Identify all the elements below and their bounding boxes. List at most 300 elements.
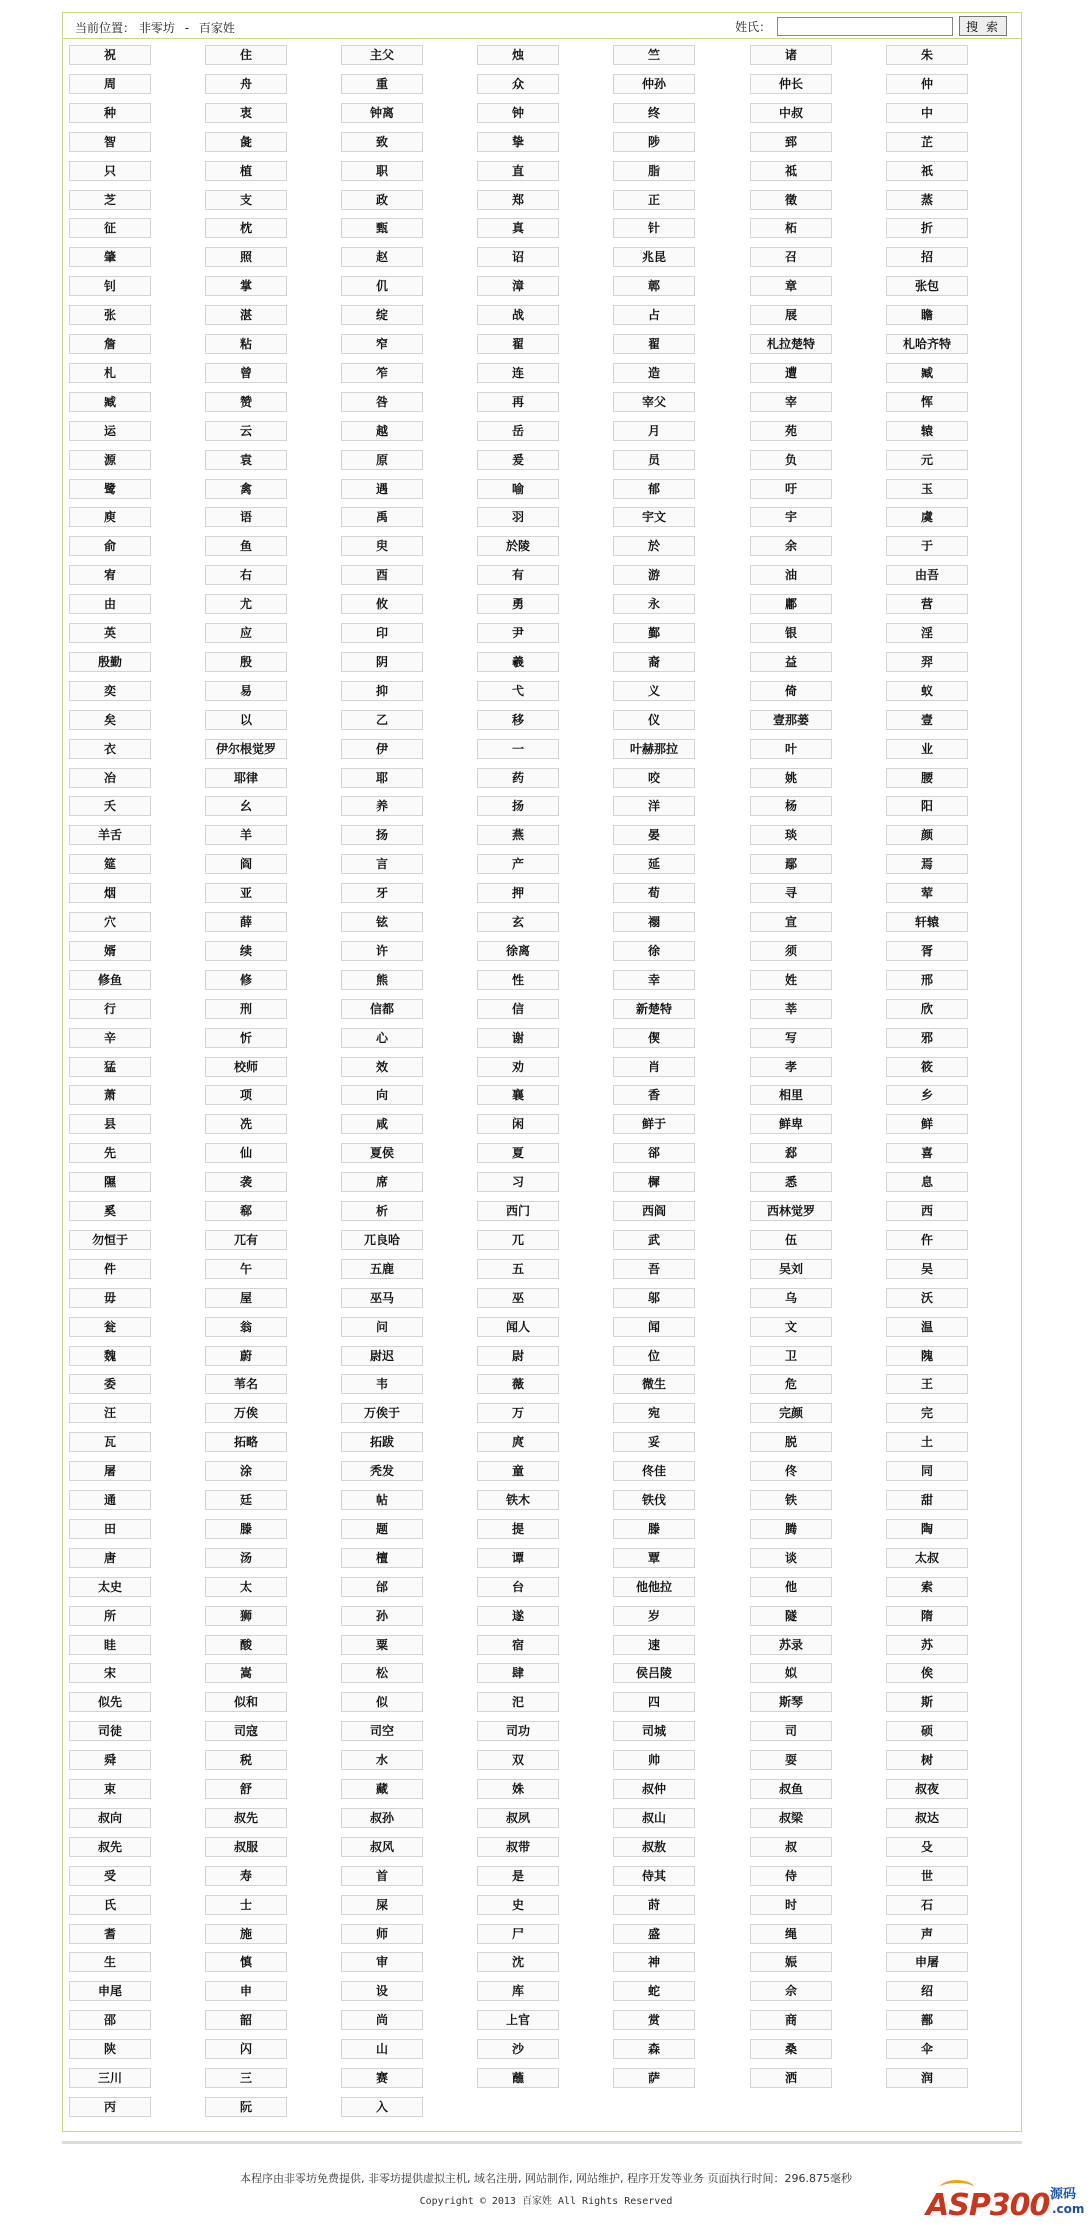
surname-link[interactable]: 铁伐 — [613, 1490, 695, 1510]
surname-link[interactable]: 姓 — [750, 970, 832, 990]
surname-link[interactable]: 颜 — [886, 825, 968, 845]
surname-link[interactable]: 衷 — [205, 103, 287, 123]
surname-link[interactable]: 项 — [205, 1085, 287, 1105]
surname-link[interactable]: 恽 — [886, 392, 968, 412]
surname-link[interactable]: 辛 — [69, 1028, 151, 1048]
surname-link[interactable]: 徵 — [750, 190, 832, 210]
surname-link[interactable]: 叔仲 — [613, 1779, 695, 1799]
surname-link[interactable]: 提 — [477, 1519, 559, 1539]
surname-link[interactable]: 县 — [69, 1114, 151, 1134]
surname-link[interactable]: 鹭 — [69, 479, 151, 499]
surname-link[interactable]: 叔 — [750, 1837, 832, 1857]
surname-link[interactable]: 帖 — [341, 1490, 423, 1510]
surname-link[interactable]: 由吾 — [886, 565, 968, 585]
surname-link[interactable]: 鱼 — [205, 536, 287, 556]
surname-link[interactable]: 鄣 — [613, 276, 695, 296]
surname-link[interactable]: 郑 — [477, 190, 559, 210]
surname-link[interactable]: 脱 — [750, 1432, 832, 1452]
surname-link[interactable]: 司城 — [613, 1721, 695, 1741]
surname-link[interactable]: 审 — [341, 1952, 423, 1972]
surname-link[interactable]: 涂 — [205, 1461, 287, 1481]
surname-link[interactable]: 舒 — [205, 1779, 287, 1799]
surname-link[interactable]: 中 — [886, 103, 968, 123]
surname-link[interactable]: 屋 — [205, 1288, 287, 1308]
surname-link[interactable]: 位 — [613, 1346, 695, 1366]
surname-link[interactable]: 首 — [341, 1866, 423, 1886]
surname-link[interactable]: 舜 — [69, 1750, 151, 1770]
surname-link[interactable]: 言 — [341, 854, 423, 874]
surname-link[interactable]: 宋 — [69, 1663, 151, 1683]
surname-link[interactable]: 劝 — [477, 1057, 559, 1077]
surname-link[interactable]: 樨 — [613, 1172, 695, 1192]
surname-link[interactable]: 徐离 — [477, 941, 559, 961]
surname-link[interactable]: 征 — [69, 218, 151, 238]
surname-link[interactable]: 徐 — [613, 941, 695, 961]
surname-link[interactable]: 叔鱼 — [750, 1779, 832, 1799]
surname-link[interactable]: 神 — [613, 1952, 695, 1972]
surname-link[interactable]: 奕 — [69, 681, 151, 701]
surname-link[interactable]: 税 — [205, 1750, 287, 1770]
surname-link[interactable]: 莘 — [750, 999, 832, 1019]
surname-link[interactable]: 粘 — [205, 334, 287, 354]
surname-link[interactable]: 叔敖 — [613, 1837, 695, 1857]
surname-link[interactable]: 商 — [750, 2010, 832, 2030]
surname-link[interactable]: 申屠 — [886, 1952, 968, 1972]
surname-link[interactable]: 西林觉罗 — [750, 1201, 832, 1221]
surname-link[interactable]: 曾 — [205, 363, 287, 383]
surname-link[interactable]: 太叔 — [886, 1548, 968, 1568]
surname-link[interactable]: 吴刘 — [750, 1259, 832, 1279]
surname-link[interactable]: 俞 — [69, 536, 151, 556]
surname-link[interactable]: 谈 — [750, 1548, 832, 1568]
surname-link[interactable]: 耶 — [341, 768, 423, 788]
surname-link[interactable]: 吴 — [886, 1259, 968, 1279]
surname-link[interactable]: 邬 — [613, 1288, 695, 1308]
surname-link[interactable]: 祝 — [69, 45, 151, 65]
surname-link[interactable]: 信都 — [341, 999, 423, 1019]
surname-link[interactable]: 仪 — [613, 710, 695, 730]
surname-link[interactable]: 喜 — [886, 1143, 968, 1163]
surname-link[interactable]: 同 — [886, 1461, 968, 1481]
surname-link[interactable]: 叔先 — [205, 1808, 287, 1828]
surname-link[interactable]: 孝 — [750, 1057, 832, 1077]
surname-link[interactable]: 沈 — [477, 1952, 559, 1972]
surname-link[interactable]: 郁 — [613, 479, 695, 499]
surname-link[interactable]: 甜 — [886, 1490, 968, 1510]
surname-link[interactable]: 窄 — [341, 334, 423, 354]
surname-link[interactable]: 欣 — [886, 999, 968, 1019]
surname-link[interactable]: 树 — [886, 1750, 968, 1770]
surname-link[interactable]: 伊 — [341, 739, 423, 759]
surname-link[interactable]: 壹那蒌 — [750, 710, 832, 730]
surname-link[interactable]: 石 — [886, 1895, 968, 1915]
surname-link[interactable]: 邵 — [69, 2010, 151, 2030]
surname-link[interactable]: 周 — [69, 74, 151, 94]
surname-link[interactable]: 山 — [341, 2039, 423, 2059]
surname-link[interactable]: 针 — [613, 218, 695, 238]
surname-link[interactable]: 闻 — [613, 1317, 695, 1337]
surname-link[interactable]: 乡 — [886, 1085, 968, 1105]
surname-link[interactable]: 英 — [69, 623, 151, 643]
surname-link[interactable]: 司空 — [341, 1721, 423, 1741]
surname-link[interactable]: 兀良哈 — [341, 1230, 423, 1250]
surname-link[interactable]: 宇 — [750, 507, 832, 527]
surname-link[interactable]: 肇 — [69, 247, 151, 267]
surname-link[interactable]: 向 — [341, 1085, 423, 1105]
surname-link[interactable]: 粟 — [341, 1635, 423, 1655]
surname-link[interactable]: 叔向 — [69, 1808, 151, 1828]
surname-link[interactable]: 拓略 — [205, 1432, 287, 1452]
surname-link[interactable]: 西 — [886, 1201, 968, 1221]
surname-link[interactable]: 喻 — [477, 479, 559, 499]
surname-link[interactable]: 益 — [750, 652, 832, 672]
surname-link[interactable]: 太史 — [69, 1577, 151, 1597]
surname-link[interactable]: 汪 — [69, 1403, 151, 1423]
surname-link[interactable]: 宇文 — [613, 507, 695, 527]
surname-link[interactable]: 张包 — [886, 276, 968, 296]
surname-link[interactable]: 尉迟 — [341, 1346, 423, 1366]
surname-link[interactable]: 有 — [477, 565, 559, 585]
surname-link[interactable]: 问 — [341, 1317, 423, 1337]
surname-link[interactable]: 双 — [477, 1750, 559, 1770]
surname-link[interactable]: 绍 — [886, 1981, 968, 2001]
surname-link[interactable]: 银 — [750, 623, 832, 643]
surname-link[interactable]: 禹 — [341, 507, 423, 527]
surname-link[interactable]: 叔达 — [886, 1808, 968, 1828]
surname-link[interactable]: 隋 — [886, 1606, 968, 1626]
surname-link[interactable]: 乌 — [750, 1288, 832, 1308]
surname-link[interactable]: 叔服 — [205, 1837, 287, 1857]
surname-link[interactable]: 孙 — [341, 1606, 423, 1626]
surname-link[interactable]: 酸 — [205, 1635, 287, 1655]
surname-link[interactable]: 殳 — [886, 1837, 968, 1857]
surname-link[interactable]: 庾 — [69, 507, 151, 527]
surname-link[interactable]: 析 — [341, 1201, 423, 1221]
surname-link[interactable]: 莳 — [613, 1895, 695, 1915]
surname-link[interactable]: 文 — [750, 1317, 832, 1337]
surname-link[interactable]: 森 — [613, 2039, 695, 2059]
surname-link[interactable]: 植 — [205, 161, 287, 181]
surname-link[interactable]: 羊舌 — [69, 825, 151, 845]
surname-link[interactable]: 隧 — [750, 1606, 832, 1626]
surname-link[interactable]: 壹 — [886, 710, 968, 730]
surname-link[interactable]: 晏 — [613, 825, 695, 845]
surname-link[interactable]: 修 — [205, 970, 287, 990]
surname-link[interactable]: 佘 — [750, 1981, 832, 2001]
surname-link[interactable]: 宰父 — [613, 392, 695, 412]
surname-link[interactable]: 瓦 — [69, 1432, 151, 1452]
surname-link[interactable]: 熊 — [341, 970, 423, 990]
surname-link[interactable]: 侍其 — [613, 1866, 695, 1886]
surname-link[interactable]: 叔梁 — [750, 1808, 832, 1828]
surname-link[interactable]: 右 — [205, 565, 287, 585]
surname-link[interactable]: 战 — [477, 305, 559, 325]
surname-link[interactable]: 脂 — [613, 161, 695, 181]
surname-link[interactable]: 重 — [341, 74, 423, 94]
surname-link[interactable]: 忻 — [205, 1028, 287, 1048]
breadcrumb-site-link[interactable]: 非零坊 — [138, 21, 175, 35]
surname-link[interactable]: 申尾 — [69, 1981, 151, 2001]
surname-link[interactable]: 于 — [886, 536, 968, 556]
surname-link[interactable]: 政 — [341, 190, 423, 210]
surname-link[interactable]: 甄 — [341, 218, 423, 238]
surname-link[interactable]: 危 — [750, 1374, 832, 1394]
surname-link[interactable]: 主父 — [341, 45, 423, 65]
surname-link[interactable]: 屠 — [69, 1461, 151, 1481]
surname-link[interactable]: 完颜 — [750, 1403, 832, 1423]
surname-link[interactable]: 苑 — [750, 421, 832, 441]
surname-link[interactable]: 种 — [69, 103, 151, 123]
surname-link[interactable]: 勿恒于 — [69, 1230, 151, 1250]
surname-link[interactable]: 印 — [341, 623, 423, 643]
surname-link[interactable]: 斯 — [886, 1692, 968, 1712]
surname-link[interactable]: 殷 — [205, 652, 287, 672]
surname-link[interactable]: 郄 — [750, 1143, 832, 1163]
surname-link[interactable]: 业 — [886, 739, 968, 759]
surname-search-input[interactable] — [777, 17, 953, 36]
surname-link[interactable]: 唐 — [69, 1548, 151, 1568]
surname-link[interactable]: 牙 — [341, 883, 423, 903]
surname-link[interactable]: 汤 — [205, 1548, 287, 1568]
surname-link[interactable]: 禤 — [613, 912, 695, 932]
surname-link[interactable]: 章 — [750, 276, 832, 296]
surname-link[interactable]: 尤 — [205, 594, 287, 614]
surname-link[interactable]: 叔夙 — [477, 1808, 559, 1828]
surname-link[interactable]: 折 — [886, 218, 968, 238]
surname-link[interactable]: 檀 — [341, 1548, 423, 1568]
surname-link[interactable]: 油 — [750, 565, 832, 585]
surname-link[interactable]: 耶律 — [205, 768, 287, 788]
surname-link[interactable]: 铉 — [341, 912, 423, 932]
surname-link[interactable]: 佟 — [750, 1461, 832, 1481]
surname-link[interactable]: 闲 — [477, 1114, 559, 1134]
surname-link[interactable]: 负 — [750, 450, 832, 470]
surname-link[interactable]: 翁 — [205, 1317, 287, 1337]
surname-link[interactable]: 巫 — [477, 1288, 559, 1308]
surname-link[interactable]: 心 — [341, 1028, 423, 1048]
surname-link[interactable]: 入 — [341, 2097, 423, 2117]
surname-link[interactable]: 挚 — [477, 132, 559, 152]
surname-link[interactable]: 受 — [69, 1866, 151, 1886]
surname-link[interactable]: 祗 — [750, 161, 832, 181]
surname-link[interactable]: 兀 — [477, 1230, 559, 1250]
surname-link[interactable]: 他 — [750, 1577, 832, 1597]
surname-link[interactable]: 谢 — [477, 1028, 559, 1048]
surname-link[interactable]: 臧 — [886, 363, 968, 383]
surname-link[interactable]: 苏 — [886, 1635, 968, 1655]
surname-link[interactable]: 仲孙 — [613, 74, 695, 94]
surname-link[interactable]: 吁 — [750, 479, 832, 499]
surname-link[interactable]: 赏 — [613, 2010, 695, 2030]
surname-link[interactable]: 司功 — [477, 1721, 559, 1741]
surname-link[interactable]: 西阎 — [613, 1201, 695, 1221]
surname-link[interactable]: 许 — [341, 941, 423, 961]
surname-link[interactable]: 巫马 — [341, 1288, 423, 1308]
surname-link[interactable]: 众 — [477, 74, 559, 94]
surname-link[interactable]: 姒 — [750, 1663, 832, 1683]
surname-link[interactable]: 邰 — [341, 1577, 423, 1597]
surname-link[interactable]: 宿 — [477, 1635, 559, 1655]
surname-link[interactable]: 枕 — [205, 218, 287, 238]
surname-link[interactable]: 沙 — [477, 2039, 559, 2059]
surname-link[interactable]: 幺 — [205, 796, 287, 816]
surname-link[interactable]: 通 — [69, 1490, 151, 1510]
surname-link[interactable]: 衣 — [69, 739, 151, 759]
surname-link[interactable]: 羽 — [477, 507, 559, 527]
surname-link[interactable]: 尸 — [477, 1924, 559, 1944]
surname-link[interactable]: 慎 — [205, 1952, 287, 1972]
surname-link[interactable]: 宣 — [750, 912, 832, 932]
surname-link[interactable]: 蔚 — [205, 1346, 287, 1366]
surname-link[interactable]: 施 — [205, 1924, 287, 1944]
surname-link[interactable]: 偰 — [613, 1028, 695, 1048]
surname-link[interactable]: 职 — [341, 161, 423, 181]
surname-link[interactable]: 悉 — [750, 1172, 832, 1192]
surname-link[interactable]: 所 — [69, 1606, 151, 1626]
surname-link[interactable]: 仲 — [886, 74, 968, 94]
surname-link[interactable]: 芷 — [886, 132, 968, 152]
surname-link[interactable]: 瞻 — [886, 305, 968, 325]
surname-link[interactable]: 遭 — [750, 363, 832, 383]
surname-link[interactable]: 产 — [477, 854, 559, 874]
surname-link[interactable]: 仵 — [886, 1230, 968, 1250]
surname-link[interactable]: 烛 — [477, 45, 559, 65]
surname-link[interactable]: 药 — [477, 768, 559, 788]
surname-link[interactable]: 姝 — [477, 1779, 559, 1799]
surname-link[interactable]: 阴 — [341, 652, 423, 672]
surname-link[interactable]: 冼 — [205, 1114, 287, 1134]
surname-link[interactable]: 奚 — [69, 1201, 151, 1221]
surname-link[interactable]: 臾 — [341, 536, 423, 556]
surname-link[interactable]: 造 — [613, 363, 695, 383]
surname-link[interactable]: 於 — [613, 536, 695, 556]
surname-link[interactable]: 完 — [886, 1403, 968, 1423]
surname-link[interactable]: 赞 — [205, 392, 287, 412]
surname-link[interactable]: 束 — [69, 1779, 151, 1799]
surname-link[interactable]: 滕 — [205, 1519, 287, 1539]
surname-link[interactable]: 余 — [750, 536, 832, 556]
surname-link[interactable]: 司寇 — [205, 1721, 287, 1741]
surname-link[interactable]: 勇 — [477, 594, 559, 614]
surname-link[interactable]: 修鱼 — [69, 970, 151, 990]
surname-link[interactable]: 铁木 — [477, 1490, 559, 1510]
surname-link[interactable]: 土 — [886, 1432, 968, 1452]
surname-link[interactable]: 校师 — [205, 1057, 287, 1077]
surname-link[interactable]: 寻 — [750, 883, 832, 903]
surname-link[interactable]: 支 — [205, 190, 287, 210]
surname-link[interactable]: 薛 — [205, 912, 287, 932]
surname-link[interactable]: 宛 — [613, 1403, 695, 1423]
surname-link[interactable]: 万俟 — [205, 1403, 287, 1423]
surname-link[interactable]: 五鹿 — [341, 1259, 423, 1279]
surname-link[interactable]: 倚 — [750, 681, 832, 701]
surname-link[interactable]: 陶 — [886, 1519, 968, 1539]
surname-link[interactable]: 薇 — [477, 1374, 559, 1394]
surname-link[interactable]: 筵 — [69, 854, 151, 874]
surname-link[interactable]: 郗 — [205, 1201, 287, 1221]
surname-link[interactable]: 钊 — [69, 276, 151, 296]
surname-link[interactable]: 斯琴 — [750, 1692, 832, 1712]
surname-link[interactable]: 索 — [886, 1577, 968, 1597]
surname-link[interactable]: 似和 — [205, 1692, 287, 1712]
surname-link[interactable]: 兀有 — [205, 1230, 287, 1250]
surname-link[interactable]: 绳 — [750, 1924, 832, 1944]
surname-link[interactable]: 羊 — [205, 825, 287, 845]
surname-link[interactable]: 松 — [341, 1663, 423, 1683]
surname-link[interactable]: 押 — [477, 883, 559, 903]
surname-link[interactable]: 世 — [886, 1866, 968, 1886]
surname-link[interactable]: 鄯 — [886, 2010, 968, 2030]
surname-link[interactable]: 苇名 — [205, 1374, 287, 1394]
surname-link[interactable]: 轩辕 — [886, 912, 968, 932]
surname-link[interactable]: 娠 — [750, 1952, 832, 1972]
surname-link[interactable]: 午 — [205, 1259, 287, 1279]
surname-link[interactable]: 中叔 — [750, 103, 832, 123]
surname-link[interactable]: 生 — [69, 1952, 151, 1972]
surname-link[interactable]: 氏 — [69, 1895, 151, 1915]
surname-link[interactable]: 尚 — [341, 2010, 423, 2030]
surname-link[interactable]: 委 — [69, 1374, 151, 1394]
surname-link[interactable]: 仉 — [341, 276, 423, 296]
surname-link[interactable]: 源 — [69, 450, 151, 470]
surname-link[interactable]: 侍 — [750, 1866, 832, 1886]
surname-link[interactable]: 耍 — [750, 1750, 832, 1770]
surname-link[interactable]: 习 — [477, 1172, 559, 1192]
surname-link[interactable]: 遂 — [477, 1606, 559, 1626]
surname-link[interactable]: 永 — [613, 594, 695, 614]
surname-link[interactable]: 尉 — [477, 1346, 559, 1366]
surname-link[interactable]: 舟 — [205, 74, 287, 94]
surname-link[interactable]: 漳 — [477, 276, 559, 296]
surname-link[interactable]: 田 — [69, 1519, 151, 1539]
surname-link[interactable]: 云 — [205, 421, 287, 441]
surname-link[interactable]: 越 — [341, 421, 423, 441]
surname-link[interactable]: 叶 — [750, 739, 832, 759]
surname-link[interactable]: 鄢 — [750, 854, 832, 874]
surname-link[interactable]: 淫 — [886, 623, 968, 643]
surname-link[interactable]: 西门 — [477, 1201, 559, 1221]
surname-link[interactable]: 玉 — [886, 479, 968, 499]
surname-link[interactable]: 丙 — [69, 2097, 151, 2117]
surname-link[interactable]: 只 — [69, 161, 151, 181]
surname-link[interactable]: 鲜 — [886, 1114, 968, 1134]
surname-link[interactable]: 弋 — [477, 681, 559, 701]
surname-link[interactable]: 沃 — [886, 1288, 968, 1308]
surname-link[interactable]: 覃 — [613, 1548, 695, 1568]
surname-link[interactable]: 题 — [341, 1519, 423, 1539]
surname-link[interactable]: 卫 — [750, 1346, 832, 1366]
surname-link[interactable]: 太 — [205, 1577, 287, 1597]
surname-link[interactable]: 燕 — [477, 825, 559, 845]
surname-link[interactable]: 谭 — [477, 1548, 559, 1568]
surname-link[interactable]: 召 — [750, 247, 832, 267]
surname-link[interactable]: 笮 — [341, 363, 423, 383]
surname-link[interactable]: 招 — [886, 247, 968, 267]
surname-link[interactable]: 须 — [750, 941, 832, 961]
surname-link[interactable]: 行 — [69, 999, 151, 1019]
surname-link[interactable]: 寿 — [205, 1866, 287, 1886]
surname-link[interactable]: 矣 — [69, 710, 151, 730]
surname-link[interactable]: 苏录 — [750, 1635, 832, 1655]
surname-link[interactable]: 侯吕陵 — [613, 1663, 695, 1683]
surname-link[interactable]: 鄞 — [613, 623, 695, 643]
surname-link[interactable]: 香 — [613, 1085, 695, 1105]
surname-link[interactable]: 万俟于 — [341, 1403, 423, 1423]
surname-link[interactable]: 冶 — [69, 768, 151, 788]
surname-link[interactable]: 腾 — [750, 1519, 832, 1539]
surname-link[interactable]: 亚 — [205, 883, 287, 903]
surname-link[interactable]: 叔风 — [341, 1837, 423, 1857]
